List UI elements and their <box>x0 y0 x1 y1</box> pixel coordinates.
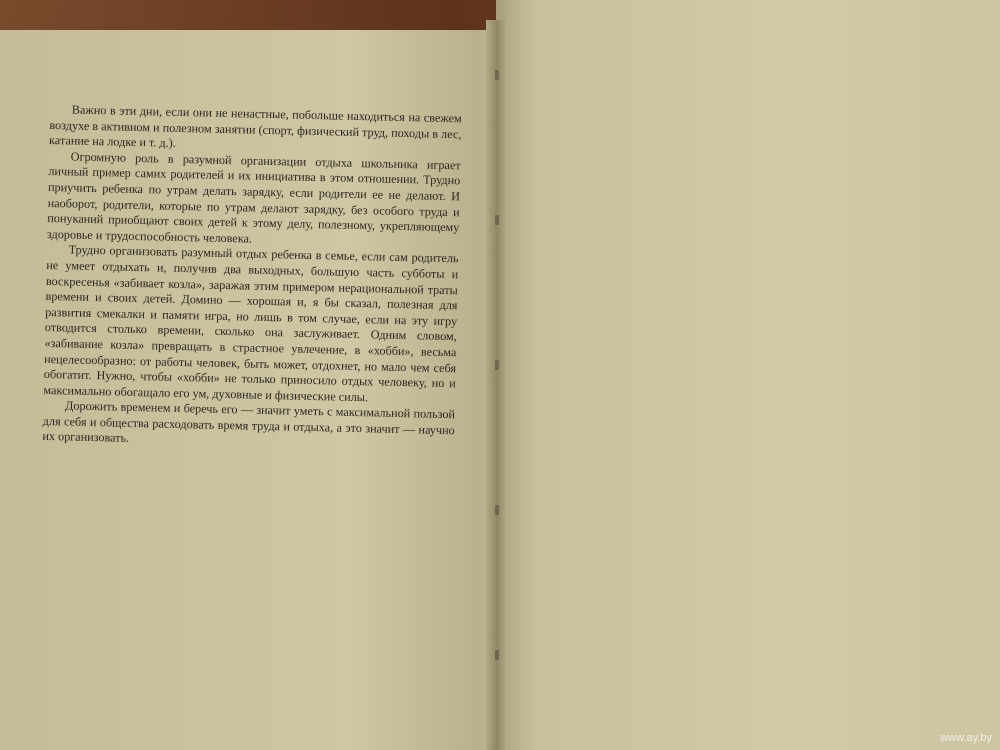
binding-stitch <box>495 215 499 225</box>
paragraph: Трудно организовать разумный отдых ребенка в семье, если сам родитель не умеет отдыхать и, получив два выходных, большую часть субботы и воскресенья «забивает козла», заражая этим примером нерациональной траты времени и своих детей. Домино — хорошая и, я бы сказал, полезная для развития смекалки и памяти игра, но лишь в том случае, если на эту игру отводится столько времени, сколько она заслуживает. Одним словом, «забивание козла» превращать в страстное увлечение, в «хобби», весьма нецелесообразно: от работы человек, быть может, отдохнет, но мало чем себя обогатит. Нужно, чтобы «хобби» не только приносило отдых человеку, но и максимально обогащало его ум, духовные и физические силы. <box>43 242 459 404</box>
binding-stitch <box>495 650 499 660</box>
left-page <box>0 30 500 750</box>
binding-stitch <box>495 505 499 515</box>
binding-stitch <box>495 360 499 370</box>
watermark: www.ay.by <box>940 732 992 744</box>
right-page <box>496 0 1000 750</box>
paragraph: Огромную роль в разумной организации отдыха школьника играет личный пример самих родителей и их инициатива в этом отношении. Трудно приучить ребенка по утрам делать зарядку, если родители ее не делают. И наоборот, родители, которые по утрам делают зарядку, без особого труда и понуканий приобщают своих детей к этому делу, полезному, укрепляющему здоровье и трудоспособность человека. <box>46 149 461 246</box>
paragraph: Дорожить временем и беречь его — значит уметь с максимальной пользой для себя и общества расходовать время труда и отдыха, а это значит — научно их организовать. <box>42 398 456 446</box>
left-page-text <box>42 102 462 454</box>
book-spine-gutter <box>486 20 508 750</box>
binding-stitch <box>495 70 499 80</box>
paragraph: Важно в эти дни, если они не ненастные, побольше находиться на свежем воздухе в активном и полезном занятии (спорт, физический труд, походы в лес, катание на лодке и т. д.). <box>48 102 462 151</box>
